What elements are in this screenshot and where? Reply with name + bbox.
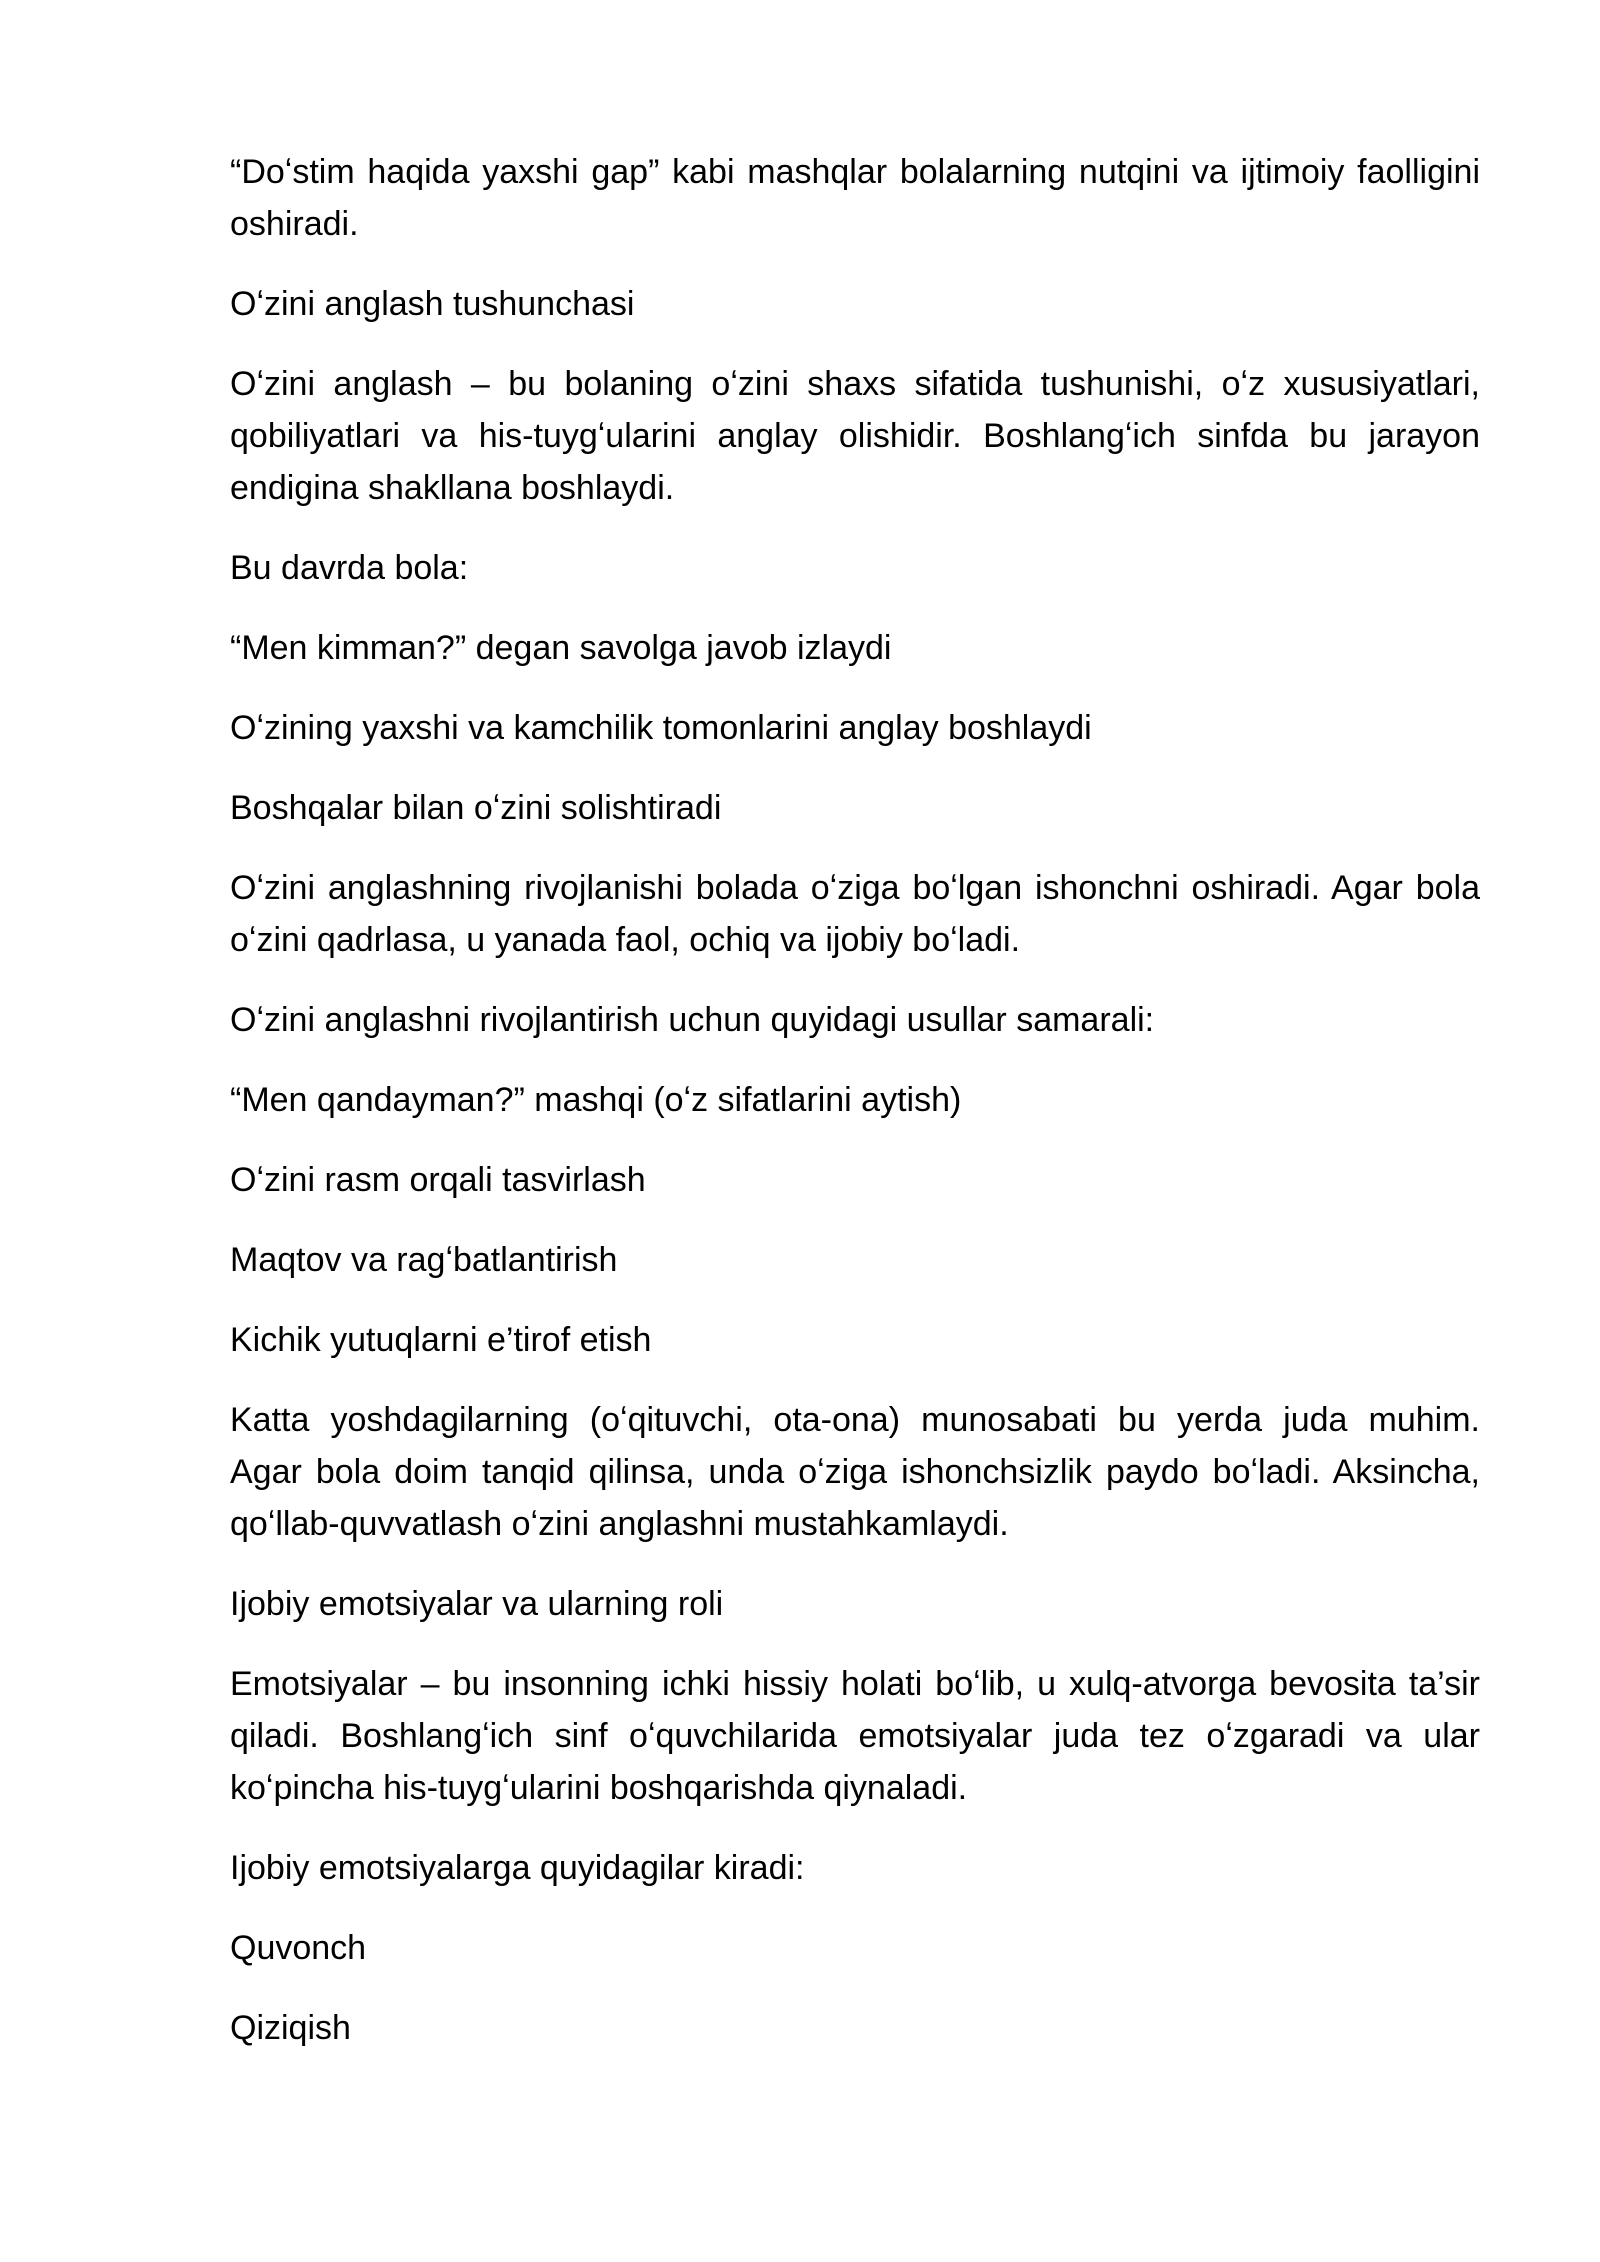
- text-line: qiladi. Boshlangʻich sinf oʻquvchilarida emotsiyalar juda tez oʻzgaradi va ular: [230, 1717, 1480, 1755]
- text-line: Oʻzini rasm orqali tasvirlash: [230, 1161, 646, 1199]
- paragraph: [230, 862, 1480, 966]
- paragraph: [230, 1578, 1480, 1630]
- text-line: Quvonch: [230, 1929, 367, 1967]
- text-line: Agar bola doim tanqid qilinsa, unda oʻziga ishonchsizlik paydo boʻladi. Aksincha,: [230, 1453, 1480, 1491]
- text-line: qobiliyatlari va his-tuygʻularini anglay olishidir. Boshlangʻich sinfda bu jarayon: [230, 417, 1480, 455]
- text-line: qoʻllab-quvvatlash oʻzini anglashni mustahkamlaydi.: [230, 1505, 1009, 1543]
- text-line: oʻzini qadrlasa, u yanada faol, ochiq va ijobiy boʻladi.: [230, 921, 1021, 959]
- text-line: Bu davrda bola:: [230, 549, 469, 587]
- paragraph: [230, 1074, 1480, 1126]
- text-line: Oʻzini anglash – bu bolaning oʻzini shaxs sifatida tushunishi, oʻz xususiyatlari,: [230, 365, 1480, 403]
- text-line: Oʻzini anglashni rivojlantirish uchun quyidagi usullar samarali:: [230, 1001, 1155, 1039]
- text-line: Qiziqish: [230, 2009, 351, 2047]
- text-line: Ijobiy emotsiyalar va ularning roli: [230, 1585, 724, 1623]
- paragraph: [230, 1314, 1480, 1366]
- paragraph: [230, 622, 1480, 674]
- paragraph: [230, 1234, 1480, 1286]
- paragraph: [230, 358, 1480, 514]
- text-line: Ijobiy emotsiyalarga quyidagilar kiradi:: [230, 1849, 805, 1887]
- text-line: Kichik yutuqlarni e’tirof etish: [230, 1321, 652, 1359]
- paragraph: [230, 146, 1480, 250]
- text-line: “Men qandayman?” mashqi (oʻz sifatlarini aytish): [230, 1081, 962, 1119]
- paragraph: [230, 782, 1480, 834]
- text-line: Boshqalar bilan oʻzini solishtiradi: [230, 789, 722, 827]
- text-line: Oʻzini anglashning rivojlanishi bolada oʻziga boʻlgan ishonchni oshiradi. Agar bola: [230, 869, 1480, 907]
- text-line: koʻpincha his-tuygʻularini boshqarishda qiynaladi.: [230, 1769, 968, 1807]
- paragraph: [230, 1154, 1480, 1206]
- paragraph: [230, 542, 1480, 594]
- paragraph: [230, 994, 1480, 1046]
- text-line: Oʻzining yaxshi va kamchilik tomonlarini anglay boshlaydi: [230, 709, 1092, 747]
- paragraph: [230, 2002, 1480, 2054]
- text-line: Maqtov va ragʻbatlantirish: [230, 1241, 618, 1279]
- paragraph: [230, 278, 1480, 330]
- text-line: Oʻzini anglash tushunchasi: [230, 285, 635, 323]
- text-line: Katta yoshdagilarning (oʻqituvchi, ota-ona) munosabati bu yerda juda muhim.: [230, 1401, 1480, 1439]
- paragraph: [230, 1394, 1480, 1550]
- text-line: “Doʻstim haqida yaxshi gap” kabi mashqlar bolalarning nutqini va ijtimoiy faolligini: [230, 153, 1480, 191]
- paragraph: [230, 702, 1480, 754]
- text-line: Emotsiyalar – bu insonning ichki hissiy holati boʻlib, u xulq-atvorga bevosita ta’sir: [230, 1665, 1480, 1703]
- paragraph: [230, 1922, 1480, 1974]
- text-line: endigina shakllana boshlaydi.: [230, 469, 675, 507]
- text-line: oshiradi.: [230, 205, 359, 243]
- text-line: “Men kimman?” degan savolga javob izlaydi: [230, 629, 892, 667]
- paragraph: [230, 1842, 1480, 1894]
- document-body: [230, 146, 1480, 2054]
- paragraph: [230, 1658, 1480, 1814]
